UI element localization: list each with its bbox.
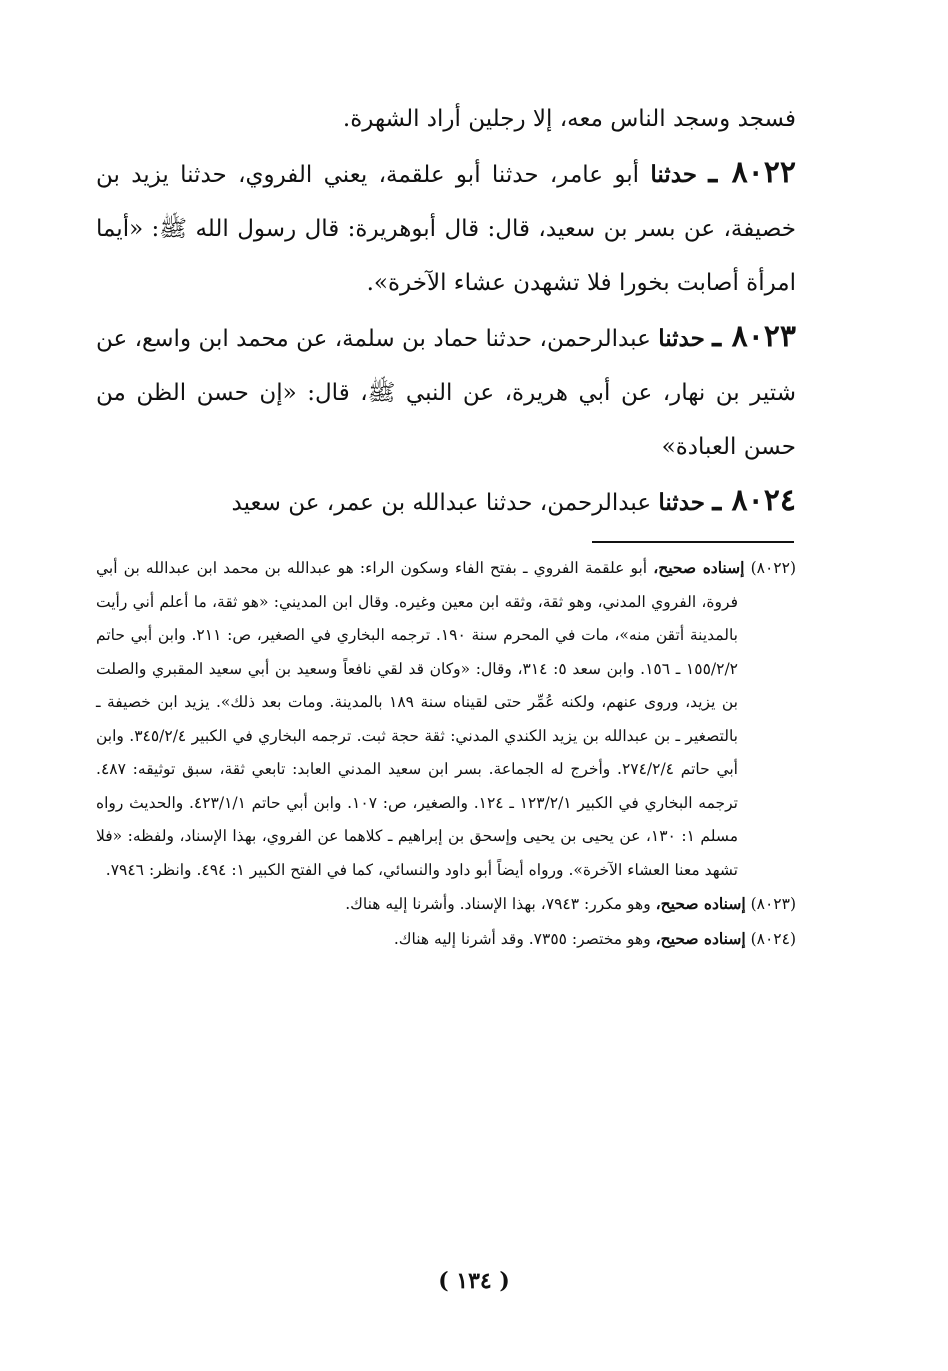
hadith-lead: حدثنا bbox=[650, 161, 697, 188]
footnote-lead: إسناده صحيح، bbox=[655, 928, 746, 948]
hadith-number: ٨٠٢٢ ـ bbox=[708, 155, 797, 190]
hadith-text: أبو عامر، حدثنا أبو علقمة، يعني الفروي، حدثنا يزيد بن خصيفة، عن بسر بن سعيد، قال: قال أبوهريرة: قال رسول الله ﷺ: «أيما امرأة أصابت بخورا فلا تشهدن عشاء الآخرة». bbox=[96, 162, 796, 296]
footnote-text: وهو مكرر: ٧٩٤٣، بهذا الإسناد. وأشرنا إليه هناك. bbox=[345, 895, 651, 913]
footnote-text: أبو علقمة الفروي ـ بفتح الفاء وسكون الراء: هو عبدالله بن محمد ابن عبدالله بن أبي فروة، الفروي المدني، وهو ثقة، وثقه ابن معين وغيره. وقال ابن المديني: «هو ثقة، ما أعلم أني رأيت بالمدينة أتقن منه»، مات في المحرم سنة ١٩٠. ترجمه البخاري في الصغير، ص: ٢١١. وابن أبي حاتم ١٥٥/٢/٢ ـ ١٥٦. وابن سعد ٥: ٣١٤، وقال: «وكان قد لقي نافعاً وسعيد بن أبي سعيد المقبري والصلت بن يزيد، وروى عنهم، ولكنه عُمِّر حتى لقيناه سنة ١٨٩ بالمدينة. ومات بعد ذلك». يزيد ابن خصيفة ـ بالتصغير ـ بن عبدالله بن يزيد الكندي المدني: ثقة حجة ثبت. ترجمه البخاري في الكبير ٣٤٥/٢/٤. وابن أبي حاتم ٢٧٤/٢/٤. وأخرج له الجماعة. بسر ابن سعيد المدني العابد: تابعي ثقة، سبق توثيقه: ٤٨٧. ترجمه البخاري في الكبير ١٢٣/٢/١ ـ ١٢٤. والصغير، ص: ١٠٧. وابن أبي حاتم ٤٢٣/١/١. والحديث رواه مسلم ١: ١٣٠، عن يحيى بن يحيى وإسحق بن إبراهيم ـ كلاهما عن الفروي، بهذا الإسناد، ولفظه: «فلا تشهد معنا العشاء الآخرة». ورواه أيضاً أبو داود والنسائي، كما في الفتح الكبير ١: ٤٩٤. وانظر: ٧٩٤٦. bbox=[96, 559, 738, 879]
footnote-ref: (٨٠٢٢) bbox=[750, 559, 796, 577]
footnote-8023 bbox=[96, 887, 796, 922]
footnote-separator bbox=[592, 541, 794, 543]
footnote-ref: (٨٠٢٤) bbox=[750, 929, 796, 948]
hadith-8022 bbox=[96, 146, 796, 310]
hadith-lead: حدثنا bbox=[658, 489, 705, 516]
footnote-lead: إسناده صحيح، bbox=[655, 894, 746, 913]
footnote-8024 bbox=[96, 922, 796, 957]
intro-line: فسجد وسجد الناس معه، إلا رجلين أراد الشهرة. bbox=[342, 106, 796, 132]
hadith-text: عبدالرحمن، حدثنا عبدالله بن عمر، عن سعيد bbox=[231, 490, 652, 516]
footnote-lead: إسناده صحيح، bbox=[653, 558, 745, 577]
footnotes bbox=[96, 551, 796, 956]
footnote-ref: (٨٠٢٣) bbox=[750, 895, 796, 913]
hadith-number: ٨٠٢٤ ـ bbox=[712, 483, 796, 518]
main-text bbox=[96, 92, 796, 530]
footnote-text: وهو مختصر: ٧٣٥٥. وقد أشرنا إليه هناك. bbox=[393, 929, 651, 948]
page-number: ( ١٣٤ ) bbox=[438, 1268, 510, 1294]
hadith-8024 bbox=[96, 474, 796, 530]
hadith-number: ٨٠٢٣ ـ bbox=[712, 319, 797, 354]
hadith-lead: حدثنا bbox=[658, 325, 705, 352]
footnote-8022 bbox=[96, 551, 796, 887]
hadith-text: عبدالرحمن، حدثنا حماد بن سلمة، عن محمد ابن واسع، عن شتير بن نهار، عن أبي هريرة، عن النبي ﷺ، قال: «إن حسن الظن من حسن العبادة» bbox=[96, 326, 796, 460]
hadith-8023 bbox=[96, 310, 796, 474]
